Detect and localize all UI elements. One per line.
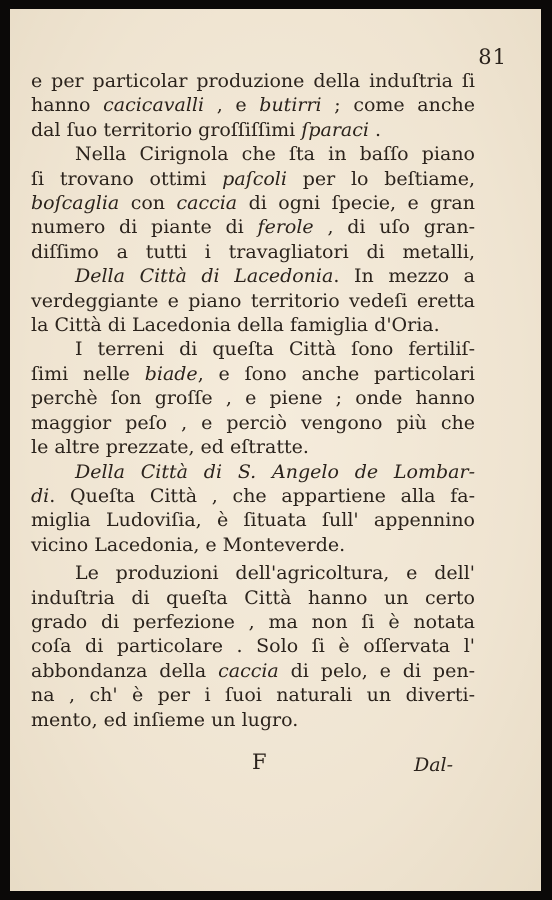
text-segment: , e (204, 94, 260, 117)
text-line (31, 708, 475, 732)
text-segment: perchè ſon groſſe , e piene ; onde hanno (31, 387, 475, 410)
italic-text: Della Città di S. Angelo de Lombar- (75, 460, 475, 483)
text-line (31, 337, 475, 361)
text-line (31, 167, 475, 191)
italic-text: butirri (259, 94, 322, 117)
text-segment: la Città di Lacedonia della famiglia d'Oria. (31, 314, 440, 337)
text-segment: e per particolar produzione della induſtria ſi (31, 70, 475, 92)
text-line (31, 683, 475, 707)
text-line (31, 460, 475, 484)
book-page (10, 9, 541, 891)
text-line (31, 484, 475, 508)
text-segment: verdeggiante e piano territorio vedeſi eretta (31, 289, 475, 312)
text-line (31, 191, 475, 215)
text-segment: numero di piante di (31, 216, 258, 239)
text-line (31, 561, 475, 585)
text-line (31, 411, 475, 435)
text-segment: , di uſo gran- (313, 216, 476, 239)
text-line (31, 508, 475, 532)
text-segment: ; come anche (321, 94, 475, 117)
italic-text: cacicavalli (103, 94, 205, 117)
text-segment: per lo beſtiame, (286, 167, 475, 190)
italic-text: paſcoli (222, 167, 287, 190)
text-line (31, 386, 475, 410)
text-line (31, 610, 475, 634)
text-segment: vicino Lacedonia, e Monteverde. (31, 533, 346, 556)
text-segment: I terreni di queſta Città ſono fertiliſ- (75, 338, 475, 361)
italic-text: di (31, 484, 50, 507)
text-segment: miglia Ludoviſia, è ſituata ſull' appennino (31, 509, 475, 532)
signature-mark: F (252, 750, 267, 774)
text-line (31, 240, 475, 264)
italic-text: caccia (176, 192, 238, 215)
text-segment: ſimi nelle (31, 362, 145, 385)
italic-text: caccia (218, 659, 279, 682)
text-line (31, 659, 475, 683)
text-segment: mento, ed inſieme un lugro. (31, 708, 299, 731)
italic-text: Della Città di Lacedonia (75, 265, 334, 288)
text-segment: le altre prezzate, ed eſtratte. (31, 436, 309, 459)
text-line (31, 118, 475, 142)
text-line (31, 69, 475, 93)
text-segment: dal ſuo territorio groſſiſſimi (31, 118, 302, 141)
text-segment: ſi trovano ottimi (31, 167, 223, 190)
text-segment: na , ch' è per i ſuoi naturali un diverti- (31, 684, 475, 707)
text-segment: . Queſta Città , che appartiene alla fa- (49, 484, 475, 507)
italic-text: ferole (257, 216, 314, 239)
text-line (31, 435, 475, 459)
text-line (31, 362, 475, 386)
text-segment: Nella Cirignola che ſta in baſſo piano (75, 143, 475, 166)
italic-text: boſcaglia (31, 192, 120, 215)
text-segment: grado di perfezione , ma non ſi è notata (31, 610, 475, 633)
text-line (31, 142, 475, 166)
text-segment: , e ſono anche particolari (197, 362, 475, 385)
text-segment: induſtria di queſta Città hanno un certo (31, 586, 475, 609)
text-line (31, 313, 475, 337)
text-segment: hanno (31, 94, 104, 117)
catchword: Dal- (414, 754, 454, 776)
text-segment: di ogni ſpecie, e gran (237, 192, 475, 215)
text-line (31, 533, 475, 557)
italic-text: biade (144, 362, 198, 385)
text-line (31, 289, 475, 313)
text-segment: di pelo, e di pen- (278, 659, 475, 682)
text-segment: Le produzioni dell'agricoltura, e dell' (75, 562, 475, 585)
text-line (31, 93, 475, 117)
text-segment: abbondanza della (31, 659, 219, 682)
italic-text: ſparaci (301, 118, 369, 141)
text-segment: coſa di particolare . Solo ſi è oſſervata l' (31, 635, 475, 658)
text-segment: con (119, 192, 177, 215)
text-line (31, 264, 475, 288)
text-line (31, 215, 475, 239)
text-line (31, 634, 475, 658)
text-segment: . In mezzo a (333, 265, 475, 288)
text-segment: diſſimo a tutti i travagliatori di metalli, (31, 240, 475, 263)
page-number: 81 (478, 45, 507, 69)
page-body-text (31, 69, 475, 732)
text-segment: maggior peſo , e perciò vengono più che (31, 411, 475, 434)
text-line (31, 586, 475, 610)
text-segment: . (368, 118, 382, 141)
